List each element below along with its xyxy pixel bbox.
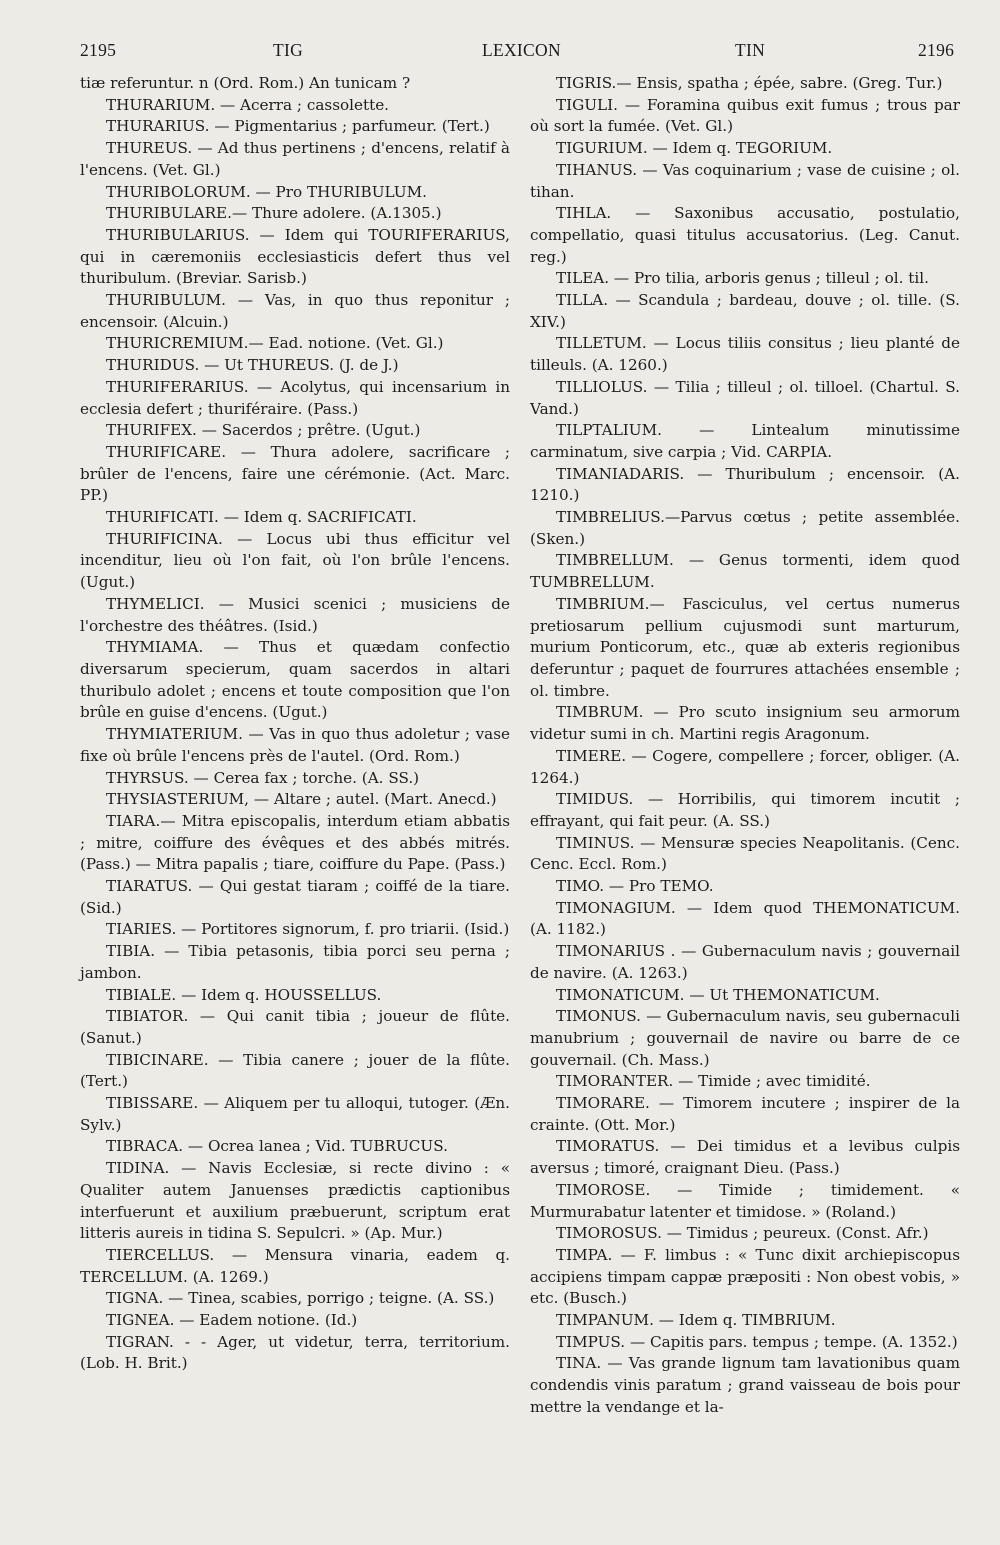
entry-headword: TIGRIS. bbox=[556, 74, 617, 92]
dictionary-entry bbox=[80, 507, 510, 529]
entry-headword: THYSIASTERIUM, bbox=[106, 790, 250, 809]
entry-headword: TIERCELLUS. bbox=[106, 1245, 215, 1264]
entry-headword: TIBIATOR. bbox=[106, 1007, 189, 1026]
entry-definition: — Cerea fax ; torche. (A. SS.) bbox=[188, 768, 420, 787]
entry-headword: TIGNA. bbox=[106, 1289, 164, 1308]
dictionary-entry bbox=[80, 637, 510, 724]
guide-word-left: TIG bbox=[273, 40, 304, 60]
dictionary-entry bbox=[530, 550, 960, 593]
entry-definition: — Vas grande lignum tam lavationibus quam condendis vinis paratum ; grand vaisseau de bois pour mettre la vendange et la- bbox=[530, 1354, 960, 1416]
entry-headword: TIMORATUS. bbox=[556, 1137, 660, 1156]
entry-headword: TIARATUS. bbox=[106, 877, 193, 896]
entry-headword: TIMBRELIUS. bbox=[556, 508, 665, 527]
entry-definition: — Foramina quibus exit fumus ; trous par où sort la fumée. (Vet. Gl.) bbox=[530, 95, 960, 136]
entry-headword: TIBIALE. bbox=[106, 985, 177, 1004]
entry-headword: THURIBULARIUS. bbox=[106, 225, 250, 244]
entry-headword: TILLIOLUS. bbox=[556, 377, 648, 396]
entry-headword: TINA. bbox=[556, 1354, 602, 1373]
entry-definition: — Locus tiliis consitus ; lieu planté de tilleuls. (A. 1260.) bbox=[530, 334, 960, 375]
dictionary-entry bbox=[530, 746, 960, 789]
dictionary-entry bbox=[530, 876, 960, 898]
dictionary-entry bbox=[530, 833, 960, 876]
entry-headword: TIMPANUM. bbox=[556, 1311, 654, 1330]
dictionary-entry bbox=[530, 1093, 960, 1136]
entry-headword: THURARIUS. bbox=[106, 117, 210, 136]
entry-headword: TIBISSARE. bbox=[106, 1094, 199, 1113]
entry-definition: —Parvus cœtus ; petite assemblée. (Sken.) bbox=[530, 508, 960, 548]
entry-definition: — Idem quod THEMONATICUM. (A. 1182.) bbox=[530, 898, 960, 939]
entry-definition: — Thura adolere, sacrificare ; brûler de l'encens, faire une cérémonie. (Act. Marc. PP.) bbox=[80, 442, 510, 505]
entry-headword: THURIBULUM. bbox=[106, 291, 227, 310]
dictionary-entry bbox=[530, 1332, 960, 1354]
entry-definition: — Pro scuto insignium seu armorum videtur sumi in ch. Martini regis Aragonum. bbox=[530, 703, 960, 744]
dictionary-entry bbox=[80, 377, 510, 420]
entry-definition: — Acerra ; cassolette. bbox=[215, 95, 390, 114]
entry-definition: — Pro TEMO. bbox=[604, 877, 714, 896]
dictionary-entry bbox=[530, 594, 960, 703]
entry-headword: THYMIATERIUM. bbox=[106, 725, 243, 744]
entry-headword: THYMELICI. bbox=[106, 594, 205, 613]
entry-definition: — Portitores signorum, f. pro triarii. (Isid.) bbox=[176, 920, 510, 939]
dictionary-entry bbox=[530, 203, 960, 268]
entry-headword: TIGNEA. bbox=[106, 1311, 175, 1330]
entry-definition: — Mensuræ species Neapolitanis. (Cenc. Cenc. Eccl. Rom.) bbox=[530, 833, 960, 874]
entry-definition: — Musici scenici ; musiciens de l'orchestre des théâtres. (Isid.) bbox=[80, 594, 510, 635]
entry-definition: — Thure adolere. (A.1305.) bbox=[231, 204, 442, 223]
dictionary-entry bbox=[80, 116, 510, 138]
entry-headword: TIARIES. bbox=[106, 920, 177, 939]
entry-definition: — Acolytus, qui incensarium in ecclesia defert ; thuriféraire. (Pass.) bbox=[80, 377, 510, 418]
entry-headword: THURIFICARE. bbox=[106, 442, 227, 461]
entry-headword: TIMORARE. bbox=[556, 1094, 650, 1113]
dictionary-entry bbox=[530, 1245, 960, 1310]
entry-definition: - - Ager, ut videtur, terra, territorium. (Lob. H. Brit.) bbox=[80, 1332, 510, 1373]
left-column bbox=[80, 73, 510, 1375]
entry-headword: TIMBRUM. bbox=[556, 703, 644, 722]
entry-definition: — Pro THURIBULUM. bbox=[250, 182, 427, 201]
entry-headword: THUREUS. bbox=[106, 139, 193, 158]
dictionary-entry bbox=[80, 290, 510, 333]
entry-definition: — Gubernaculum navis ; gouvernail de navire. (A. 1263.) bbox=[530, 942, 960, 982]
entry-headword: TILPTALIUM. bbox=[556, 421, 662, 440]
entry-headword: TILLA. bbox=[556, 291, 609, 310]
dictionary-entry bbox=[530, 941, 960, 984]
dictionary-entry bbox=[80, 1245, 510, 1288]
entry-headword: THURIBULARE. bbox=[106, 204, 232, 223]
dictionary-entry bbox=[80, 919, 510, 941]
dictionary-entry bbox=[80, 1158, 510, 1245]
entry-definition: — Timorem incutere ; inspirer de la crainte. (Ott. Mor.) bbox=[530, 1094, 960, 1134]
entry-headword: THURIDUS. bbox=[106, 356, 200, 375]
entry-definition: — F. limbus : « Tunc dixit archiepiscopus accipiens timpam cappæ præpositi : Non obest vobis, » etc. (Busch.) bbox=[530, 1245, 960, 1308]
dictionary-entry bbox=[530, 377, 960, 420]
guide-word-right: TIN bbox=[735, 40, 766, 60]
dictionary-entry bbox=[80, 1310, 510, 1332]
entry-definition: — Aliquem per tu alloqui, tutoger. (Æn. Sylv.) bbox=[80, 1094, 510, 1134]
dictionary-entry bbox=[530, 160, 960, 203]
dictionary-entry bbox=[80, 333, 510, 355]
entry-definition: — Mensura vinaria, eadem q. TERCELLUM. (A. 1269.) bbox=[80, 1245, 510, 1286]
entry-headword: TIMO. bbox=[556, 877, 605, 896]
entry-headword: TIMONATICUM. bbox=[556, 985, 685, 1004]
entry-definition: — Tibia petasonis, tibia porci seu perna ; jambon. bbox=[80, 942, 510, 982]
entry-definition: — Tinea, scabies, porrigo ; teigne. (A. SS.) bbox=[163, 1289, 495, 1308]
entry-headword: TIMBRELLUM. bbox=[556, 551, 674, 570]
dictionary-entry bbox=[80, 1136, 510, 1158]
entry-definition: — Idem q. SACRIFICATI. bbox=[218, 508, 417, 527]
dictionary-entry bbox=[530, 702, 960, 745]
entry-headword: TIHANUS. bbox=[556, 160, 638, 179]
entry-definition: — Tibia canere ; jouer de la flûte. (Tert.) bbox=[80, 1050, 510, 1091]
entry-definition: — Pro tilia, arboris genus ; tilleul ; ol. til. bbox=[609, 269, 929, 288]
entry-definition: — Vas, in quo thus reponitur ; encensoir. (Alcuin.) bbox=[80, 291, 510, 331]
dictionary-entry bbox=[80, 768, 510, 790]
entry-definition: — Fasciculus, vel certus numerus pretiosarum pellium cujusmodi sunt marturum, murium Ponticorum, etc., quæ ab exteris regionibus deferuntur ; paquet de fourrures attachées ensemble ; ol. timbre. bbox=[530, 594, 960, 700]
entry-headword: TIMORANTER. bbox=[556, 1072, 674, 1091]
entry-headword: TIMONAGIUM. bbox=[556, 898, 676, 917]
entry-headword: THURIFEX. bbox=[106, 421, 197, 440]
entry-headword: TILLETUM. bbox=[556, 334, 647, 353]
entry-definition: — Vas coquinarium ; vase de cuisine ; ol. tihan. bbox=[530, 160, 960, 201]
entry-headword: TIGURIUM. bbox=[556, 139, 648, 158]
entry-definition: — Dei timidus et a levibus culpis aversus ; timoré, craignant Dieu. (Pass.) bbox=[530, 1137, 960, 1178]
dictionary-entry bbox=[530, 1006, 960, 1071]
entry-definition: — Idem q. TEGORIUM. bbox=[647, 139, 833, 158]
entry-headword: TIBRACA. bbox=[106, 1137, 184, 1156]
dictionary-entry bbox=[530, 1180, 960, 1223]
entry-definition: — Gubernaculum navis, seu gubernaculi manubrium ; gouvernail de navire ou barre de ce gouvernail. (Ch. Mass.) bbox=[530, 1007, 960, 1069]
dictionary-entry bbox=[530, 789, 960, 832]
entry-headword: TIMONUS. bbox=[556, 1007, 641, 1026]
entry-headword: TIMOROSUS. bbox=[556, 1224, 662, 1243]
entry-headword: TIMOROSE. bbox=[556, 1180, 651, 1199]
entry-definition: — Vas in quo thus adoletur ; vase fixe où brûle l'encens près de l'autel. (Ord. Rom.) bbox=[80, 725, 510, 765]
dictionary-entry bbox=[530, 898, 960, 941]
entry-definition: — Horribilis, qui timorem incutit ; effrayant, qui fait peur. (A. SS.) bbox=[530, 790, 960, 830]
dictionary-entry bbox=[530, 73, 960, 95]
entry-definition: — Eadem notione. (Id.) bbox=[174, 1311, 358, 1330]
entry-definition: — Sacerdos ; prêtre. (Ugut.) bbox=[196, 421, 421, 440]
entry-definition: — Capitis pars. tempus ; tempe. (A. 1352.) bbox=[625, 1332, 958, 1351]
entry-headword: TILEA. bbox=[556, 269, 610, 288]
entry-definition: — Timidus ; peureux. (Const. Afr.) bbox=[661, 1224, 929, 1243]
entry-headword: TIMPUS. bbox=[556, 1332, 626, 1351]
entry-definition: — Saxonibus accusatio, postulatio, compellatio, quasi titulus accusatorius. (Leg. Canut. reg.) bbox=[530, 204, 960, 266]
entry-definition: — Idem q. HOUSSELLUS. bbox=[176, 985, 382, 1004]
dictionary-entry bbox=[80, 1093, 510, 1136]
dictionary-entry bbox=[530, 1310, 960, 1332]
dictionary-entry bbox=[80, 1050, 510, 1093]
dictionary-entry bbox=[80, 95, 510, 117]
dictionary-entry bbox=[530, 1223, 960, 1245]
dictionary-entry bbox=[530, 95, 960, 138]
entry-headword: TIGRAN. bbox=[106, 1332, 174, 1351]
entry-headword: TIMBRIUM. bbox=[556, 594, 650, 613]
dictionary-entry bbox=[80, 182, 510, 204]
entry-definition: — Altare ; autel. (Mart. Anecd.) bbox=[249, 790, 497, 809]
dictionary-entry bbox=[530, 507, 960, 550]
dictionary-entry bbox=[80, 811, 510, 876]
entry-definition: — Timide ; avec timidité. bbox=[673, 1072, 871, 1091]
entry-definition: — Thuribulum ; encensoir. (A. 1210.) bbox=[530, 464, 960, 505]
entry-headword: TIMONARIUS . bbox=[556, 942, 676, 961]
dictionary-entry bbox=[530, 1353, 960, 1418]
right-column bbox=[530, 73, 960, 1419]
dictionary-entry bbox=[530, 985, 960, 1007]
dictionary-entry bbox=[80, 594, 510, 637]
entry-definition: — Navis Ecclesiæ, si recte divino : « Qualiter autem Januenses prædictis captionibus interfuerunt et auxilium præbuerunt, scriptum erat litteris aureis in tidina S. Sepulcri. » (Ap. Mur.) bbox=[80, 1159, 510, 1243]
entry-definition: — Genus tormenti, idem quod TUMBRELLUM. bbox=[530, 551, 960, 592]
dictionary-entry bbox=[80, 355, 510, 377]
page-number-left: 2195 bbox=[80, 40, 117, 60]
entry-definition: — Qui gestat tiaram ; coiffé de la tiare. (Sid.) bbox=[80, 877, 510, 917]
entry-headword: TIARA. bbox=[106, 811, 161, 830]
dictionary-entry bbox=[530, 420, 960, 463]
dictionary-entry bbox=[80, 724, 510, 767]
dictionary-entry bbox=[530, 1071, 960, 1093]
dictionary-entry bbox=[80, 529, 510, 594]
entry-definition: — Tilia ; tilleul ; ol. tilloel. (Chartul. S. Vand.) bbox=[530, 377, 960, 418]
entry-definition: — Scandula ; bardeau, douve ; ol. tille. (S. XIV.) bbox=[530, 291, 960, 331]
dictionary-entry bbox=[80, 1006, 510, 1049]
entry-definition: — Idem q. TIMBRIUM. bbox=[653, 1311, 836, 1330]
entry-definition: — Ead. notione. (Vet. Gl.) bbox=[248, 334, 444, 353]
entry-headword: THURIFICATI. bbox=[106, 508, 219, 527]
entry-definition: — Pigmentarius ; parfumeur. (Tert.) bbox=[209, 117, 490, 136]
dictionary-entry bbox=[530, 464, 960, 507]
dictionary-entry bbox=[80, 941, 510, 984]
entry-headword: TIBICINARE. bbox=[106, 1050, 209, 1069]
dictionary-entry bbox=[80, 789, 510, 811]
entry-definition: — Lintealum minutissime carminatum, sive carpia ; Vid. CARPIA. bbox=[530, 421, 960, 461]
entry-definition: — Qui canit tibia ; joueur de flûte. (Sanut.) bbox=[80, 1007, 510, 1047]
entry-headword: THYMIAMA. bbox=[106, 638, 204, 657]
entry-headword: TIMERE. bbox=[556, 746, 627, 765]
dictionary-entry bbox=[80, 876, 510, 919]
dictionary-entry bbox=[80, 442, 510, 507]
dictionary-entry bbox=[530, 290, 960, 333]
entry-headword: THURIFICINA. bbox=[106, 529, 223, 548]
entry-definition: — Thus et quædam confectio diversarum specierum, quam sacerdos in altari thuribulo adolet ; encens et toute composition que l'on brûle en guise d'encens. (Ugut.) bbox=[80, 638, 510, 722]
running-title: LEXICON bbox=[482, 40, 561, 60]
entry-headword: TIDINA. bbox=[106, 1159, 170, 1178]
entry-headword: THYRSUS. bbox=[106, 768, 189, 787]
dictionary-entry bbox=[530, 333, 960, 376]
dictionary-entry bbox=[530, 1136, 960, 1179]
entry-headword: TIMANIADARIS. bbox=[556, 464, 685, 483]
entry-definition: — Idem qui TOURIFERARIUS, qui in cæremoniis ecclesiasticis defert thus vel thuribulum. (Breviar. Sarisb.) bbox=[80, 225, 510, 288]
entry-headword: TIMPA. bbox=[556, 1245, 613, 1264]
entry-headword: TIHLA. bbox=[556, 204, 612, 223]
dictionary-entry bbox=[80, 1332, 510, 1375]
entry-definition: — Ut THEMONATICUM. bbox=[684, 985, 880, 1004]
entry-headword: TIBIA. bbox=[106, 942, 156, 961]
dictionary-entry bbox=[80, 420, 510, 442]
entry-definition: — Locus ubi thus efficitur vel incenditur, lieu où l'on fait, où l'on brûle l'encens. (Ugut.) bbox=[80, 529, 510, 592]
entry-definition: — Ocrea lanea ; Vid. TUBRUCUS. bbox=[183, 1137, 448, 1156]
entry-headword: THURIBOLORUM. bbox=[106, 182, 251, 201]
dictionary-entry bbox=[80, 73, 510, 95]
entry-definition: tiæ referuntur. n (Ord. Rom.) An tunicam ? bbox=[80, 74, 411, 92]
page-number-right: 2196 bbox=[918, 40, 955, 60]
entry-definition: — Cogere, compellere ; forcer, obliger. (A. 1264.) bbox=[530, 746, 960, 787]
dictionary-entry bbox=[530, 268, 960, 290]
dictionary-entry bbox=[80, 985, 510, 1007]
entry-definition: — Ensis, spatha ; épée, sabre. (Greg. Tur.) bbox=[616, 74, 943, 92]
entry-definition: — Timide ; timidement. « Murmurabatur latenter et timidose. » (Roland.) bbox=[530, 1180, 960, 1221]
dictionary-entry bbox=[80, 138, 510, 181]
entry-headword: TIMIDUS. bbox=[556, 790, 634, 809]
dictionary-entry bbox=[80, 225, 510, 290]
entry-headword: THURIFERARIUS. bbox=[106, 377, 249, 396]
dictionary-entry bbox=[80, 1288, 510, 1310]
entry-definition: — Ut THUREUS. (J. de J.) bbox=[199, 356, 399, 375]
entry-definition: — Ad thus pertinens ; d'encens, relatif à l'encens. (Vet. Gl.) bbox=[80, 139, 510, 179]
entry-definition: — Mitra episcopalis, interdum etiam abbatis ; mitre, coiffure des évêques et des abbés mitrés. (Pass.) — Mitra papalis ; tiare, coiffure du Pape. (Pass.) bbox=[80, 811, 510, 874]
entry-headword: THURICREMIUM. bbox=[106, 334, 249, 353]
dictionary-entry bbox=[530, 138, 960, 160]
dictionary-entry bbox=[80, 203, 510, 225]
entry-headword: THURARIUM. bbox=[106, 95, 216, 114]
entry-headword: TIMINUS. bbox=[556, 833, 635, 852]
entry-headword: TIGULI. bbox=[556, 95, 618, 114]
